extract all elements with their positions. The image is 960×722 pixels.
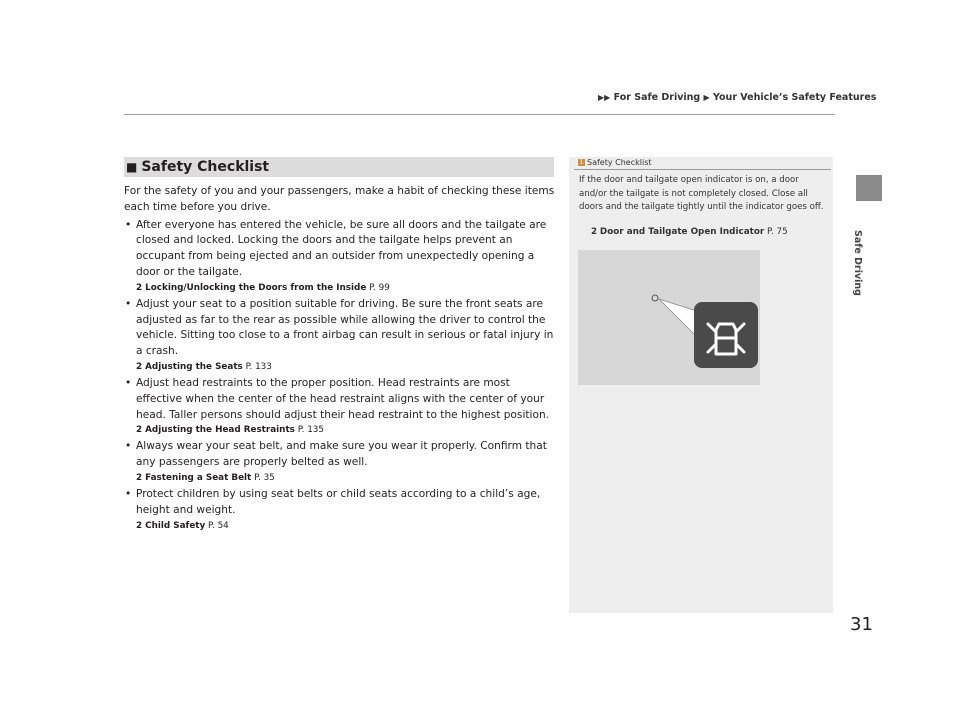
side-note-divider xyxy=(574,169,831,170)
reference-arrow-icon: 2 xyxy=(136,472,143,483)
reference-page[interactable]: P. 54 xyxy=(208,520,229,531)
door-open-indicator-icon xyxy=(694,302,758,368)
reference-arrow-icon: 2 xyxy=(136,282,143,293)
breadcrumb-item-safety-features[interactable]: Your Vehicle’s Safety Features xyxy=(713,92,877,103)
reference-title[interactable]: Child Safety xyxy=(145,520,206,531)
reference-arrow-icon: 2 xyxy=(136,520,143,531)
bullet-icon: • xyxy=(125,218,132,231)
breadcrumb-item-for-safe-driving[interactable]: For Safe Driving xyxy=(613,92,701,103)
side-note-cross-reference[interactable] xyxy=(591,227,788,237)
cross-reference[interactable] xyxy=(136,360,556,374)
section-heading xyxy=(124,157,554,177)
list-item xyxy=(124,297,556,360)
list-item-text: After everyone has entered the vehicle, be sure all doors and the tailgate are closed and locked. Locking the doors and the tailgate helps prevent an occupant from being ejected and an outsider from unexpectedly opening a door or the tailgate. xyxy=(136,218,547,278)
bullet-icon: • xyxy=(125,440,132,453)
side-note-title-text: Safety Checklist xyxy=(587,158,652,167)
indicator-callout-point xyxy=(652,295,658,301)
reference-page[interactable]: P. 135 xyxy=(297,425,325,436)
list-item-text: Always wear your seat belt, and make sure you wear it properly. Confirm that any passengers are properly belted as well. xyxy=(136,440,547,469)
list-item xyxy=(124,218,556,281)
cross-reference[interactable] xyxy=(136,471,556,485)
main-body xyxy=(124,184,556,533)
side-note-title xyxy=(578,158,652,167)
bullet-icon: • xyxy=(125,487,132,500)
arrow-right-icon: ▶ xyxy=(703,93,710,102)
list-item xyxy=(124,439,556,471)
square-bullet-icon: ■ xyxy=(126,160,138,174)
section-title: Safety Checklist xyxy=(141,159,270,175)
reference-arrow-icon: 2 xyxy=(136,361,143,372)
reference-title[interactable]: Door and Tailgate Open Indicator xyxy=(599,227,765,237)
instrument-panel-illustration xyxy=(578,250,760,385)
reference-arrow-icon: 2 xyxy=(136,425,143,436)
callout-beam xyxy=(659,299,700,334)
breadcrumb xyxy=(598,92,876,103)
reference-title[interactable]: Locking/Unlocking the Doors from the Inside xyxy=(145,282,367,293)
page-number: 31 xyxy=(850,614,873,635)
intro-paragraph: For the safety of you and your passengers, make a habit of checking these items each time before you drive. xyxy=(124,185,555,213)
list-item-text: Protect children by using seat belts or child seats according to a child’s age, height and weight. xyxy=(136,487,541,516)
header-divider xyxy=(124,114,835,115)
reference-page[interactable]: P. 35 xyxy=(254,472,275,483)
reference-page[interactable]: P. 99 xyxy=(369,282,390,293)
reference-title[interactable]: Fastening a Seat Belt xyxy=(145,472,252,483)
bullet-icon: • xyxy=(125,297,132,310)
cross-reference[interactable] xyxy=(136,519,556,533)
list-item xyxy=(124,487,556,519)
chapter-tab xyxy=(856,175,882,201)
list-item-text: Adjust head restraints to the proper position. Head restraints are most effective when the center of the head restraint aligns with the center of your head. Taller persons should adjust their head restraint to the highest position. xyxy=(136,376,550,421)
arrow-right-icon: ▶▶ xyxy=(598,93,611,102)
bullet-icon: • xyxy=(125,376,132,389)
note-marker-icon: 1 xyxy=(579,159,584,166)
list-item xyxy=(124,376,556,423)
list-item-text: Adjust your seat to a position suitable for driving. Be sure the front seats are adjusted as far to the rear as possible while allowing the driver to control the vehicle. Sitting too close to a front airbag can result in serious or fatal injury in a crash. xyxy=(136,297,554,358)
reference-title[interactable]: Adjusting the Head Restraints xyxy=(145,425,295,436)
cross-reference[interactable] xyxy=(136,281,556,295)
reference-page[interactable]: P. 75 xyxy=(767,227,788,237)
reference-page[interactable]: P. 133 xyxy=(245,361,272,372)
side-note-text: If the door and tailgate open indicator is on, a door and/or the tailgate is not completely closed. Close all doors and the tailgate tightly until the indicator goes off. xyxy=(579,175,824,213)
chapter-label: Safe Driving xyxy=(852,230,863,296)
door-open-indicator-illustration xyxy=(578,250,760,385)
reference-title[interactable]: Adjusting the Seats xyxy=(145,361,243,372)
cross-reference[interactable] xyxy=(136,423,556,437)
reference-arrow-icon: 2 xyxy=(591,227,598,237)
